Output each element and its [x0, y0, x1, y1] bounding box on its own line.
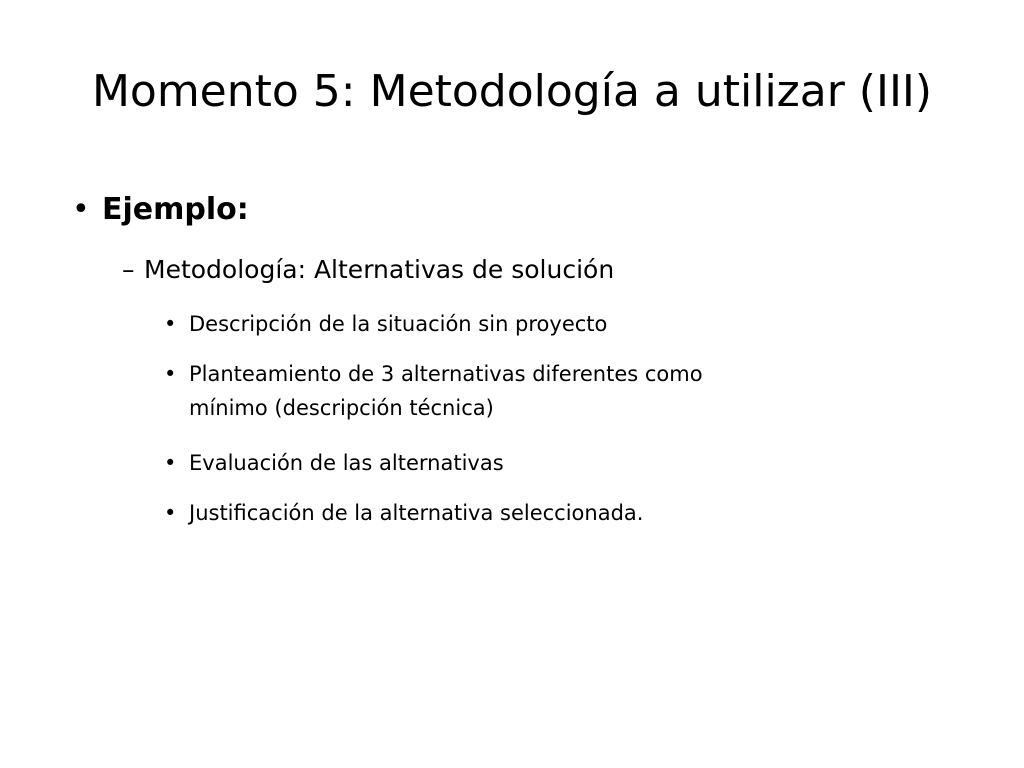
bullet-level3-item: [164, 496, 643, 530]
bullet-text-line: mínimo (descripción técnica): [189, 396, 494, 420]
bullet-dot-icon: •: [164, 312, 177, 336]
bullet-text: Evaluación de las alternativas: [189, 451, 504, 475]
bullet-level2: [122, 254, 614, 287]
bullet-level3-item: [164, 307, 607, 341]
bullet-level3-item: [164, 357, 703, 425]
bullet-level1: [72, 190, 249, 229]
bullet-dot-icon: •: [164, 362, 177, 386]
bullet-text: Descripción de la situación sin proyecto: [189, 312, 608, 336]
bullet-dot-icon: •: [164, 501, 177, 525]
bullet-dot-icon: •: [72, 192, 90, 227]
bullet-dash-icon: –: [122, 255, 135, 284]
bullet-text-line: Planteamiento de 3 alternativas diferentes como: [189, 362, 703, 386]
bullet-text: Metodología: Alternativas de solución: [144, 255, 615, 284]
bullet-level3-item: [164, 446, 504, 480]
slide-title: Momento 5: Metodología a utilizar (III): [91, 66, 933, 117]
bullet-text: Justificación de la alternativa seleccionada.: [189, 501, 644, 525]
bullet-dot-icon: •: [164, 451, 177, 475]
bullet-text: Ejemplo:: [102, 192, 249, 227]
